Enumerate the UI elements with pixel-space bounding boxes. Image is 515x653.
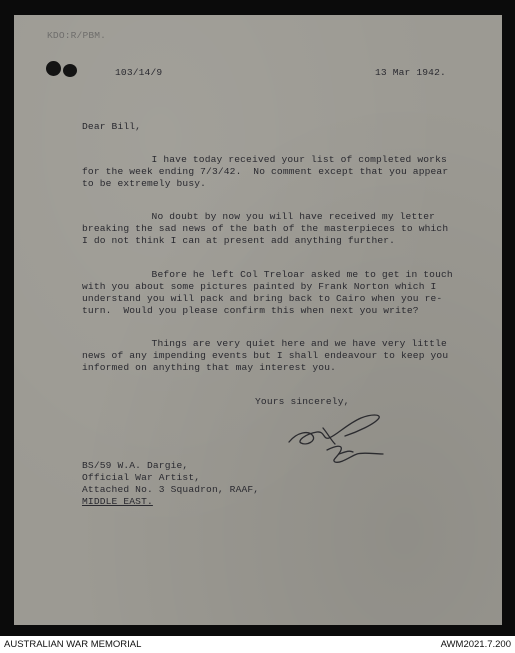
address-line: Attached No. 3 Squadron, RAAF, <box>82 484 260 495</box>
salutation: Dear Bill, <box>82 121 142 132</box>
text-line: Before he left Col Treloar asked me to get in touch <box>122 269 453 280</box>
reference-code: KDO:R/PBM. <box>47 30 107 41</box>
text-line: I do not think I can at present add anything further. <box>82 235 396 246</box>
text-line: news of any impending events but I shall endeavour to keep you <box>82 350 449 361</box>
text-line: to be extremely busy. <box>82 178 207 189</box>
letter-page <box>14 15 502 625</box>
text-line: understand you will pack and bring back to Cairo when you re- <box>82 293 443 304</box>
address-line: MIDDLE EAST. <box>82 496 153 507</box>
punch-hole-right <box>63 64 77 77</box>
address-line: Official War Artist, <box>82 472 201 483</box>
footer-credit: AUSTRALIAN WAR MEMORIAL <box>4 639 142 650</box>
text-line: for the week ending 7/3/42. No comment except that you appear <box>82 166 449 177</box>
text-line: breaking the sad news of the bath of the masterpieces to which <box>82 223 449 234</box>
handwritten-signature <box>283 410 393 470</box>
closing: Yours sincerely, <box>255 396 350 407</box>
text-line: turn. Would you please confirm this when next you write? <box>82 305 419 316</box>
text-line: Things are very quiet here and we have very little <box>122 338 447 349</box>
punch-hole-left <box>46 61 61 76</box>
text-line: I have today received your list of completed works <box>122 154 447 165</box>
text-line: with you about some pictures painted by Frank Norton which I <box>82 281 437 292</box>
footer-accession-number: AWM2021.7.200 <box>440 639 511 650</box>
address-line: BS/59 W.A. Dargie, <box>82 460 189 471</box>
letter-date: 13 Mar 1942. <box>375 67 446 78</box>
text-line: informed on anything that may interest you. <box>82 362 337 373</box>
file-reference: 103/14/9 <box>115 67 163 78</box>
text-line: No doubt by now you will have received my letter <box>122 211 436 222</box>
